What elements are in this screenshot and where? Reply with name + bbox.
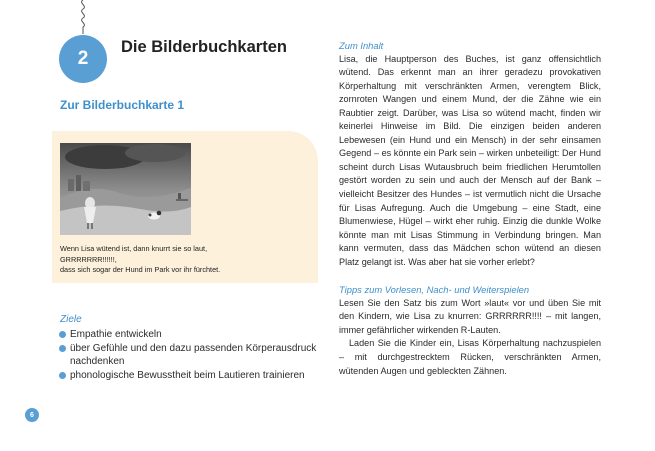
card-caption (60, 244, 310, 276)
hanging-string-decoration (77, 0, 89, 34)
caption-line: GRRRRRRR!!!!!!, (60, 254, 117, 264)
caption-line: dass sich sogar der Hund im Park vor ihr fürchtet. (60, 265, 221, 274)
goal-item: Empathie entwickeln (58, 328, 318, 342)
caption-line: Wenn Lisa wütend ist, dann knurrt sie so laut, (60, 244, 208, 253)
page-number-badge (25, 408, 39, 422)
chapter-number-badge (59, 35, 107, 83)
section-heading-content: Zum Inhalt (339, 40, 384, 51)
tips-paragraph: Lesen Sie den Satz bis zum Wort »laut« vor und üben Sie mit den Kindern, wie Lisa zu knurren: GRRRRRR!!!! – mit langen, immer gefährlicher wirkenden R-Lauten. (339, 297, 601, 335)
goal-item: über Gefühle und den dazu passenden Körperausdruck nachdenken (58, 342, 318, 369)
tips-paragraph: Laden Sie die Kinder ein, Lisas Körperhaltung nachzuspielen – mit durchgestrecktem Rücken, verschränkten Armen, wütenden Augen und gebleckten Zähnen. (339, 338, 601, 376)
goals-heading: Ziele (60, 314, 82, 325)
section-heading-tips: Tipps zum Vorlesen, Nach- und Weiterspielen (339, 284, 530, 296)
goal-item: phonologische Bewusstheit beim Lautieren trainieren (58, 369, 318, 383)
content-column (339, 39, 601, 378)
page-number: 6 (30, 411, 34, 419)
content-paragraph: Lisa, die Hauptperson des Buches, ist ganz offensichtlich wütend. Das erkennt man an ihrer geradezu provokativen Körperhaltung mit verschränkten Armen, verengtem Blick, zornroten Wangen und einem Mund, der die Zähne wie ein Raubtier zeigt. Darüber, was Lisa so wütend macht, finden wir keinerlei Hinweise im Bild. Die einzigen beiden anderen Lebewesen (ein Hund und ein Mensch) in der sehr einsamen Gegend – es könnte ein Park sein – wirken unbeteiligt: Der Hund scheint durch Lisas Wutausbruch beim friedlichen Herumtollen gestört worden zu sein und auch der Mensch auf der Bank – vielleicht Besitzer des Hundes – ist vermutlich nicht die Ursache für Lisas Aufregung. Auch die Umgebung – eine Stadt, eine Blumenwiese, Hügel – wirkt eher ruhig. Einzig die dunkle Wolke könnte man mit Lisas Stimmung in Verbindung bringen. Man kann vermuten, dass das Mädchen schon wütend an diesen Platz gelangt ist. Was aber hat sie vorher erlebt? (339, 53, 601, 267)
picture-book-card-illustration (60, 143, 191, 235)
chapter-number: 2 (77, 48, 89, 69)
goals-list (58, 328, 318, 382)
card-section-heading: Zur Bilderbuchkarte 1 (60, 98, 185, 112)
chapter-title: Die Bilderbuchkarten (121, 38, 287, 56)
